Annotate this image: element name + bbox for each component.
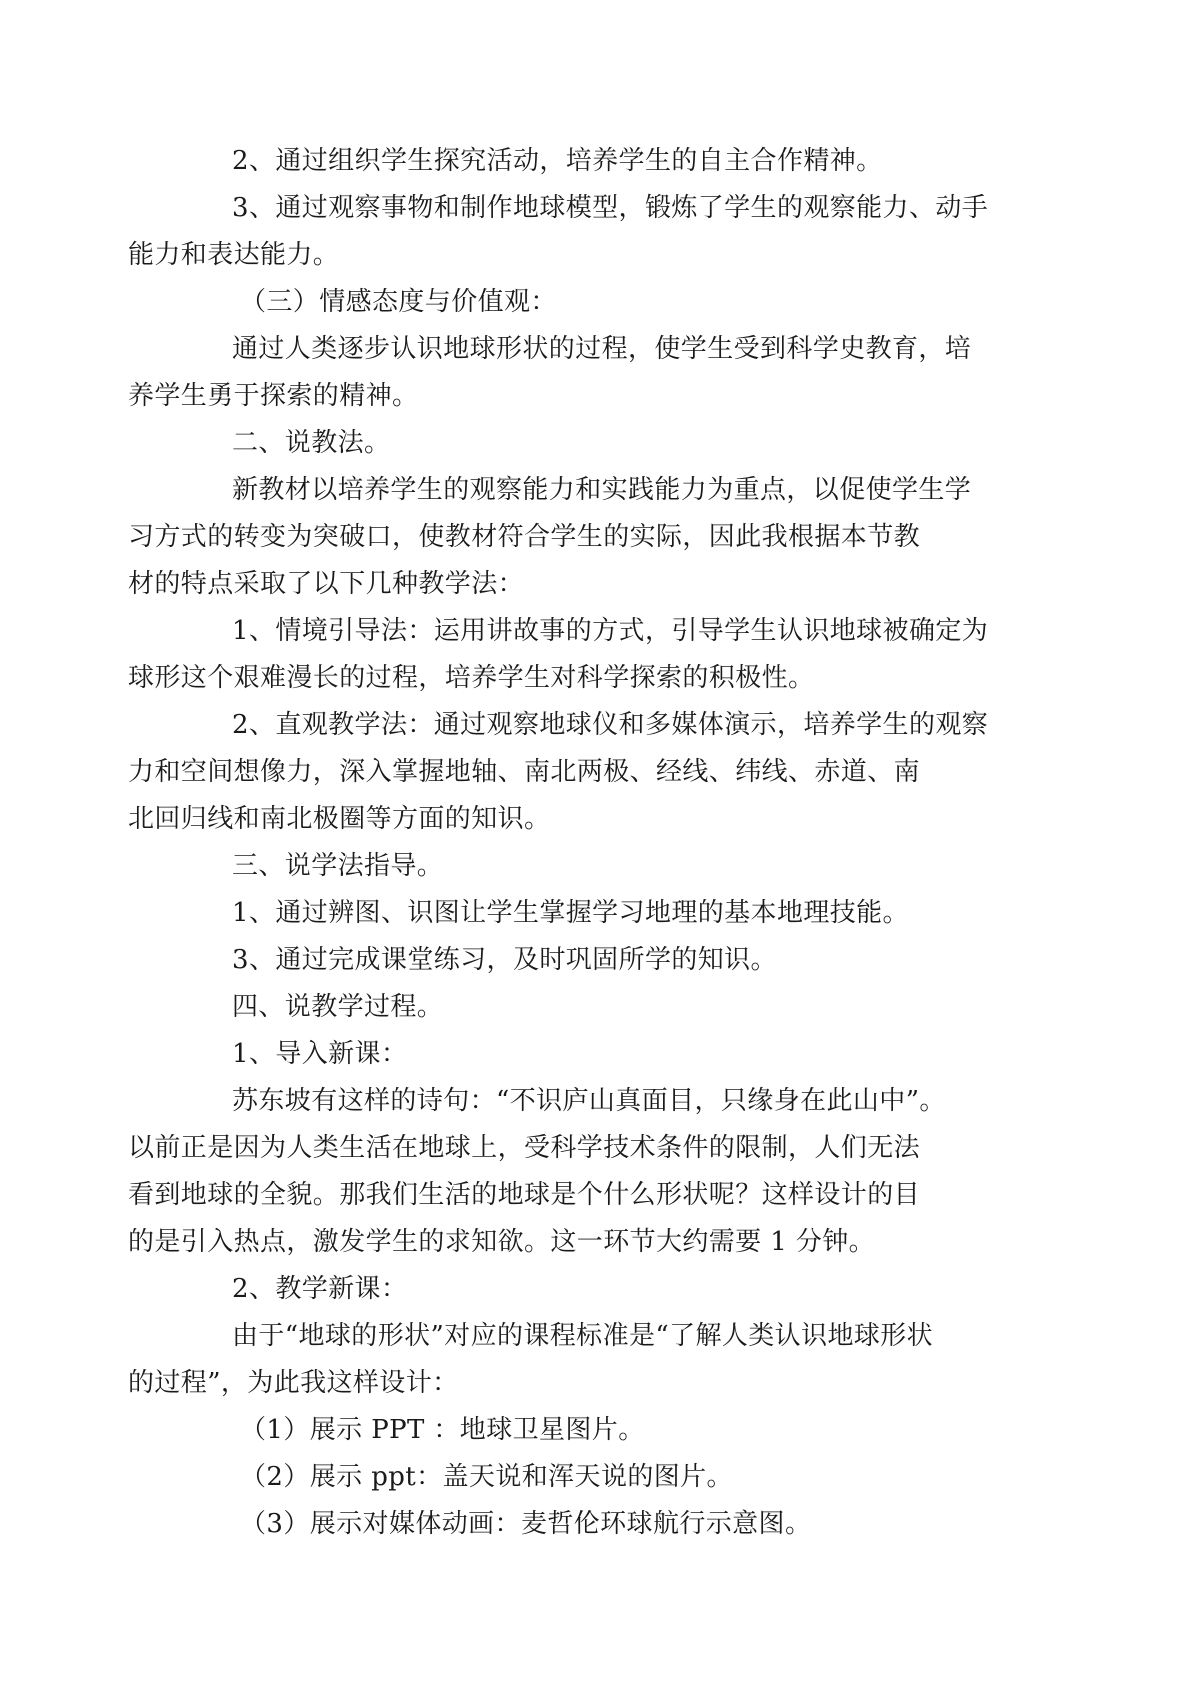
paragraph-teaching-method (128, 467, 1015, 608)
text-line: （3）展示对媒体动画：麦哲伦环球航行示意图。 (240, 1509, 812, 1539)
text-line: 习方式的转变为突破口，使教材符合学生的实际，因此我根据本节教 (128, 522, 921, 552)
paragraph-learning-3 (180, 937, 1015, 984)
text-line: 3、通过观察事物和制作地球模型，锻炼了学生的观察能力、动手 (232, 193, 989, 223)
text-line: 能力和表达能力。 (128, 240, 340, 270)
paragraph-method-1 (128, 608, 1015, 702)
text-line: 2、教学新课： (232, 1274, 408, 1304)
document-body (128, 138, 1015, 1548)
paragraph-objective-2 (180, 138, 1015, 185)
text-line: 新教材以培养学生的观察能力和实践能力为重点，以促使学生学 (232, 475, 972, 505)
paragraph-emotion (128, 326, 1015, 420)
section-heading-teaching-method (180, 420, 1015, 467)
text-line: 1、情境引导法：运用讲故事的方式，引导学生认识地球被确定为 (232, 616, 989, 646)
paragraph-new-lesson (128, 1313, 1015, 1407)
text-line: （三）情感态度与价值观： (240, 287, 557, 317)
list-item-step-1 (180, 1407, 1015, 1454)
text-line: 四、说教学过程。 (232, 992, 444, 1022)
text-line: 2、通过组织学生探究活动，培养学生的自主合作精神。 (232, 146, 883, 176)
paragraph-objective-3 (128, 185, 1015, 279)
text-line: 的是引入热点，激发学生的求知欲。这一环节大约需要 1 分钟。 (128, 1227, 876, 1257)
paragraph-intro (128, 1078, 1015, 1266)
text-line: 苏东坡有这样的诗句：“不识庐山真面目，只缘身在此山中”。 (232, 1086, 946, 1116)
section-heading-emotion (180, 279, 1015, 326)
text-line: 由于“地球的形状”对应的课程标准是“了解人类认识地球形状 (232, 1321, 934, 1351)
paragraph-learning-1 (180, 890, 1015, 937)
text-line: 以前正是因为人类生活在地球上，受科学技术条件的限制，人们无法 (128, 1133, 921, 1163)
section-heading-learning-method (180, 843, 1015, 890)
text-line: 养学生勇于探索的精神。 (128, 381, 419, 411)
text-line: 的过程”，为此我这样设计： (128, 1368, 459, 1398)
subheading-intro (180, 1031, 1015, 1078)
subheading-new-lesson (180, 1266, 1015, 1313)
text-line: 北回归线和南北极圈等方面的知识。 (128, 804, 551, 834)
text-line: 二、说教法。 (232, 428, 391, 458)
text-line: 3、通过完成课堂练习，及时巩固所学的知识。 (232, 945, 777, 975)
text-line: 材的特点采取了以下几种教学法： (128, 569, 525, 599)
text-line: 力和空间想像力，深入掌握地轴、南北两极、经线、纬线、赤道、南 (128, 757, 921, 787)
list-item-step-3 (180, 1501, 1015, 1548)
paragraph-method-2 (128, 702, 1015, 843)
text-line: 1、导入新课： (232, 1039, 408, 1069)
list-item-step-2 (180, 1454, 1015, 1501)
text-line: （1）展示 PPT ：地球卫星图片。 (240, 1415, 645, 1445)
text-line: 2、直观教学法：通过观察地球仪和多媒体演示，培养学生的观察 (232, 710, 989, 740)
text-line: 三、说学法指导。 (232, 851, 444, 881)
text-line: （2）展示 ppt：盖天说和浑天说的图片。 (240, 1462, 733, 1492)
section-heading-teaching-process (180, 984, 1015, 1031)
text-line: 看到地球的全貌。那我们生活的地球是个什么形状呢？这样设计的目 (128, 1180, 921, 1210)
text-line: 球形这个艰难漫长的过程，培养学生对科学探索的积极性。 (128, 663, 815, 693)
text-line: 1、通过辨图、识图让学生掌握学习地理的基本地理技能。 (232, 898, 909, 928)
text-line: 通过人类逐步认识地球形状的过程，使学生受到科学史教育，培 (232, 334, 972, 364)
